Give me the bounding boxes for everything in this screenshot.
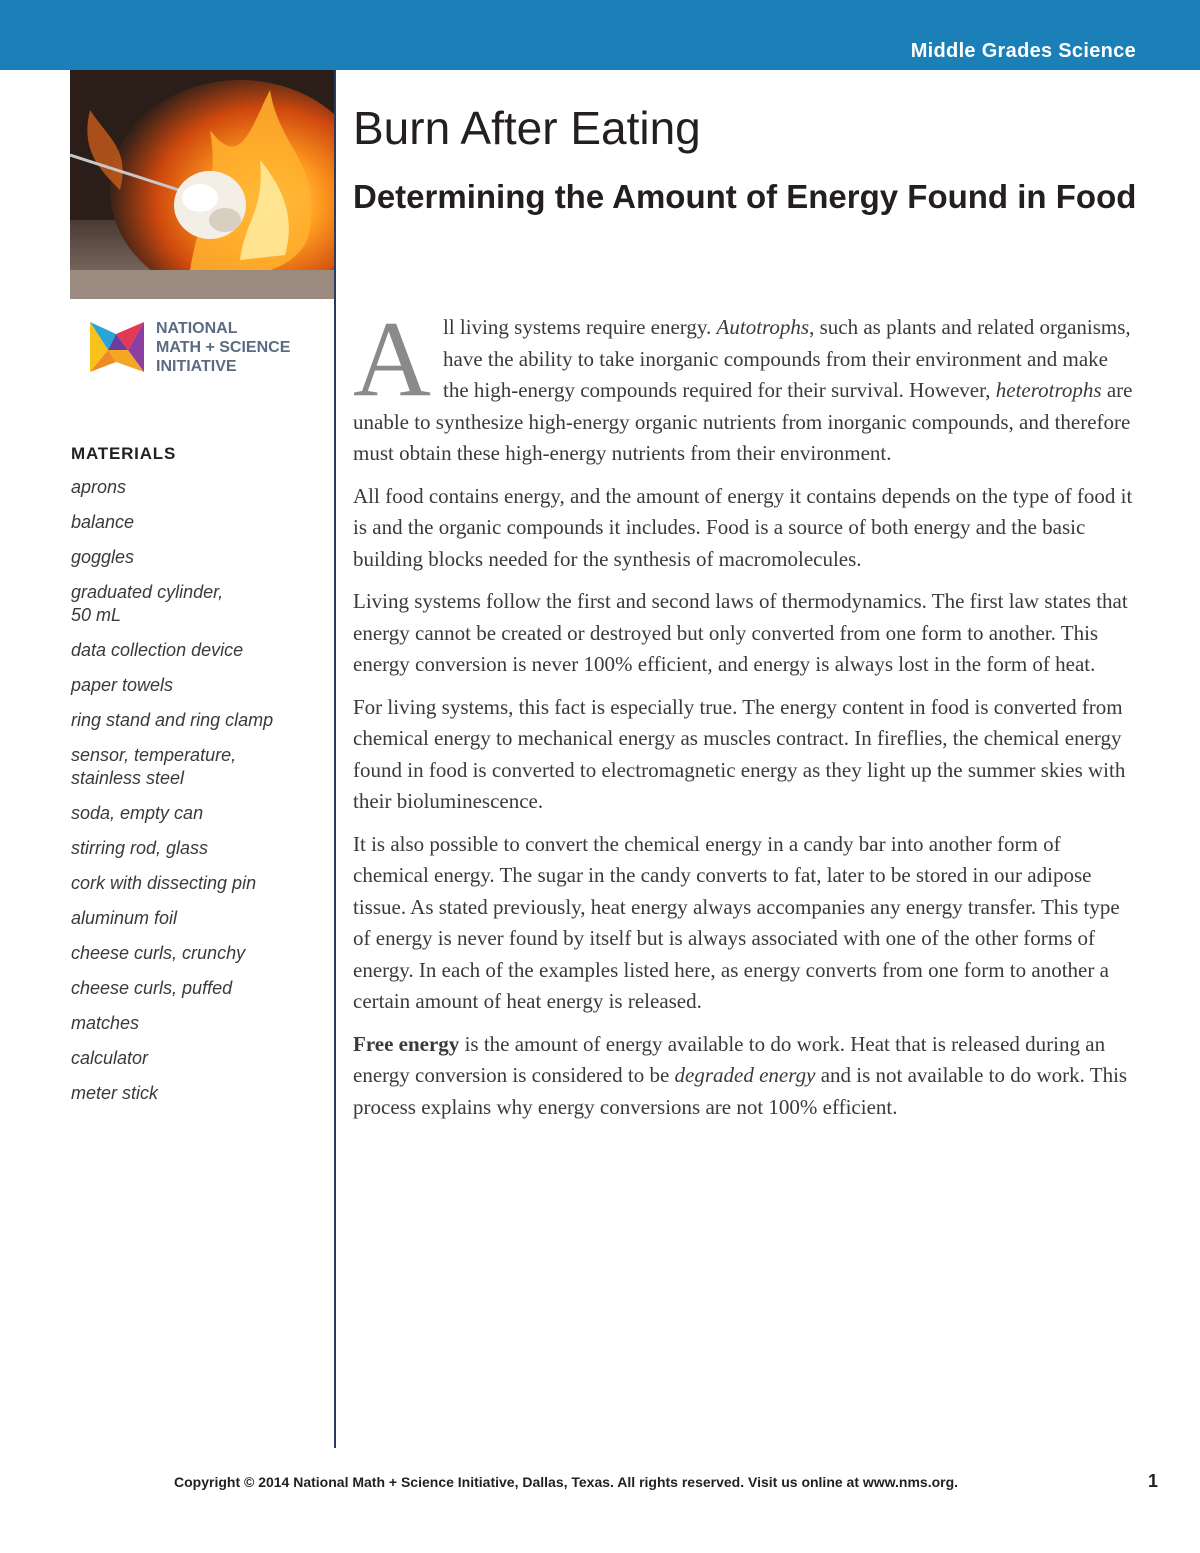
column-divider	[334, 70, 336, 1448]
nms-logo-icon	[86, 316, 148, 376]
materials-item: calculator	[71, 1048, 149, 1068]
term-autotrophs: Autotrophs	[716, 315, 810, 339]
paragraph-thermodynamics: Living systems follow the first and second laws of thermodynamics. The first law states that energy cannot be created or destroyed but only converted from one form to another. This energy conversion is never 100% efficient, and energy is always lost in the form of heat.	[353, 589, 1128, 676]
page-number: 1	[1148, 1471, 1159, 1491]
series-label: Middle Grades Science	[910, 40, 1136, 62]
materials-item: ring stand and ring clamp	[71, 710, 274, 730]
paragraph-living-systems: For living systems, this fact is especially true. The energy content in food is converted from chemical energy to mechanical energy as muscles contract. In fireflies, the chemical energy found in food is converted to electromagnetic energy as they light up the summer skies with their bioluminescence.	[353, 694, 1126, 813]
text-run: ll living systems require energy.	[443, 315, 717, 339]
materials-item: cheese curls, puffed	[71, 978, 233, 998]
materials-item: stirring rod, glass	[71, 838, 209, 858]
materials-heading: MATERIALS	[71, 444, 177, 463]
materials-sidebar	[71, 444, 321, 1117]
paragraph-intro	[353, 300, 1133, 470]
term-degraded-energy: degraded energy	[674, 1063, 816, 1087]
logo-line: INITIATIVE	[156, 358, 237, 375]
drop-cap: A	[353, 300, 431, 419]
text-run: and is not available to do work. This process explains why energy conversions are not 100% efficient.	[353, 1063, 1128, 1119]
materials-list	[71, 476, 321, 1105]
term-heterotrophs: heterotrophs	[995, 378, 1102, 402]
logo-line: NATIONAL	[156, 320, 238, 337]
text-run: is the amount of energy available to do work. Heat that is released during an energy conversion is considered to be	[353, 1031, 1106, 1087]
text-run: , such as plants and related organisms, have the ability to take inorganic compounds from their environment and make the high-energy compounds required for their survival. However,	[443, 315, 1131, 402]
page-title: Burn After Eating	[353, 102, 701, 154]
page-subtitle: Determining the Amount of Energy Found in Food	[353, 178, 1137, 215]
marshmallow-fire-photo	[70, 70, 335, 299]
materials-item: meter stick	[71, 1083, 159, 1103]
materials-item: aprons	[71, 477, 127, 497]
paragraph-chemical-energy: It is also possible to convert the chemical energy in a candy bar into another form of chemical energy. The sugar in the candy converts to fat, later to be stored in our adipose tissue. As stated previously, heat energy always accompanies any energy transfer. This type of energy is never found by itself but is always associated with one of the other forms of energy. In each of the examples listed here, as energy converts from one form to another a certain amount of heat energy is released.	[353, 831, 1120, 1013]
materials-item: paper towels	[71, 675, 174, 695]
paragraph-free-energy	[353, 1029, 1133, 1124]
materials-item: aluminum foil	[71, 908, 178, 928]
materials-item: cheese curls, crunchy	[71, 943, 246, 963]
materials-item: goggles	[71, 547, 135, 567]
materials-item: sensor, temperature, stainless steel	[71, 745, 237, 788]
logo-line: MATH + SCIENCE	[156, 339, 291, 356]
header-bar	[0, 0, 1200, 70]
article-body	[353, 300, 1133, 1134]
materials-item: data collection device	[71, 640, 244, 660]
copyright-footer: Copyright © 2014 National Math + Science Initiative, Dallas, Texas. All rights reserved. Visit us online at www.nms.org.	[174, 1474, 959, 1490]
title-block	[353, 100, 1143, 218]
materials-item: soda, empty can	[71, 803, 204, 823]
materials-item: cork with dissecting pin	[71, 873, 257, 893]
nms-logo-wordmark	[156, 319, 290, 376]
text-run: are unable to synthesize high-energy organic nutrients from inorganic compounds, and therefore must obtain these high-energy nutrients from their environment.	[353, 378, 1133, 465]
term-free-energy: Free energy	[353, 1031, 460, 1056]
materials-item: matches	[71, 1013, 140, 1033]
materials-item: graduated cylinder, 50 mL	[71, 582, 224, 625]
paragraph-food-energy: All food contains energy, and the amount of energy it contains depends on the type of food it is and the organic compounds it includes. Food is a source of both energy and the basic building blocks needed for the synthesis of macromolecules.	[353, 483, 1133, 571]
materials-item: balance	[71, 512, 135, 532]
